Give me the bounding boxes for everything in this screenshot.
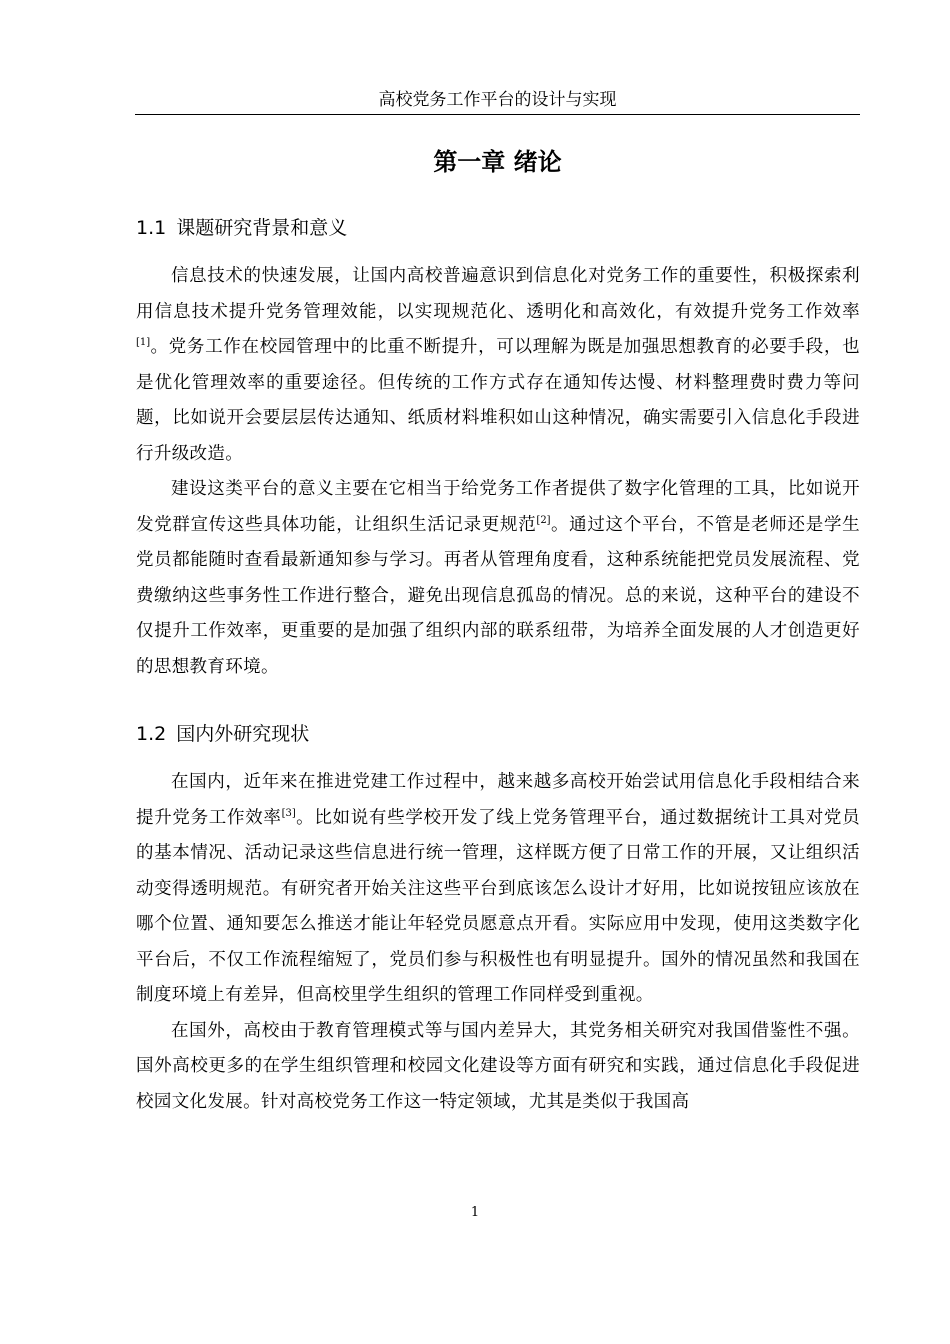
paragraph <box>136 765 860 1014</box>
paragraph <box>136 472 860 685</box>
paragraph <box>136 259 860 472</box>
paragraph-text: 。通过这个平台，不管是老师还是学生党员都能随时查看最新通知参与学习。再者从管理角度看，这种系统能把党员发展流程、党费缴纳这些事务性工作进行整合，避免出现信息孤岛的情况。总的来说，这种平台的建设不仅提升工作效率，更重要的是加强了组织内部的联系纽带，为培养全面发展的人才创造更好的思想教育环境。 <box>136 514 861 677</box>
section-heading-1-2 <box>136 717 309 751</box>
paragraph <box>136 1014 860 1121</box>
paragraph-text: 在国内，近年来在推进党建工作过程中，越来越多高校开始尝试用信息化手段相结合来提升党务工作效率 <box>136 772 860 828</box>
paragraph-text: 。党务工作在校园管理中的比重不断提升，可以理解为既是加强思想教育的必要手段，也是优化管理效率的重要途径。但传统的工作方式存在通知传达慢、材料整理费时费力等问题，比如说开会要层层传达通知、纸质材料堆积如山这种情况，确实需要引入信息化手段进行升级改造。 <box>136 337 860 464</box>
section-heading-1-1 <box>136 211 347 245</box>
section-number: 1.2 <box>136 723 167 745</box>
section-number: 1.1 <box>136 217 167 239</box>
page-number: 1 <box>470 1205 480 1220</box>
paragraph-text: 信息技术的快速发展，让国内高校普遍意识到信息化对党务工作的重要性，积极探索利用信息技术提升党务管理效能，以实现规范化、透明化和高效化，有效提升党务工作效率 <box>136 266 860 322</box>
paragraph-text: 建设这类平台的意义主要在它相当于给党务工作者提供了数字化管理的工具，比如说开发党群宣传这些具体功能，让组织生活记录更规范 <box>136 479 860 535</box>
chapter-title: 第一章 绪论 <box>433 148 562 176</box>
paragraph-text: 。比如说有些学校开发了线上党务管理平台，通过数据统计工具对党员的基本情况、活动记录这些信息进行统一管理，这样既方便了日常工作的开展，又让组织活动变得透明规范。有研究者开始关注这些平台到底该怎么设计才好用，比如说按钮应该放在哪个位置、通知要怎么推送才能让年轻党员愿意点开看。实际应用中发现，使用这类数字化平台后，不仅工作流程缩短了，党员们参与积极性也有明显提升。国外的情况虽然和我国在制度环境上有差异，但高校里学生组织的管理工作同样受到重视。 <box>136 807 860 1005</box>
citation-marker: [1] <box>136 337 151 349</box>
section-title-text: 国内外研究现状 <box>176 723 310 745</box>
section-1-2-body <box>136 765 860 1120</box>
running-header: 高校党务工作平台的设计与实现 <box>135 88 860 115</box>
paragraph-text: 在国外，高校由于教育管理模式等与国内差异大，其党务相关研究对我国借鉴性不强。国外高校更多的在学生组织管理和校园文化建设等方面有研究和实践，通过信息化手段促进校园文化发展。针对高校党务工作这一特定领域，尤其是类似于我国高 <box>136 1020 860 1112</box>
section-title-text: 课题研究背景和意义 <box>176 217 348 239</box>
section-1-1-body <box>136 259 860 685</box>
citation-marker: [2] <box>536 514 551 526</box>
citation-marker: [3] <box>281 807 296 819</box>
